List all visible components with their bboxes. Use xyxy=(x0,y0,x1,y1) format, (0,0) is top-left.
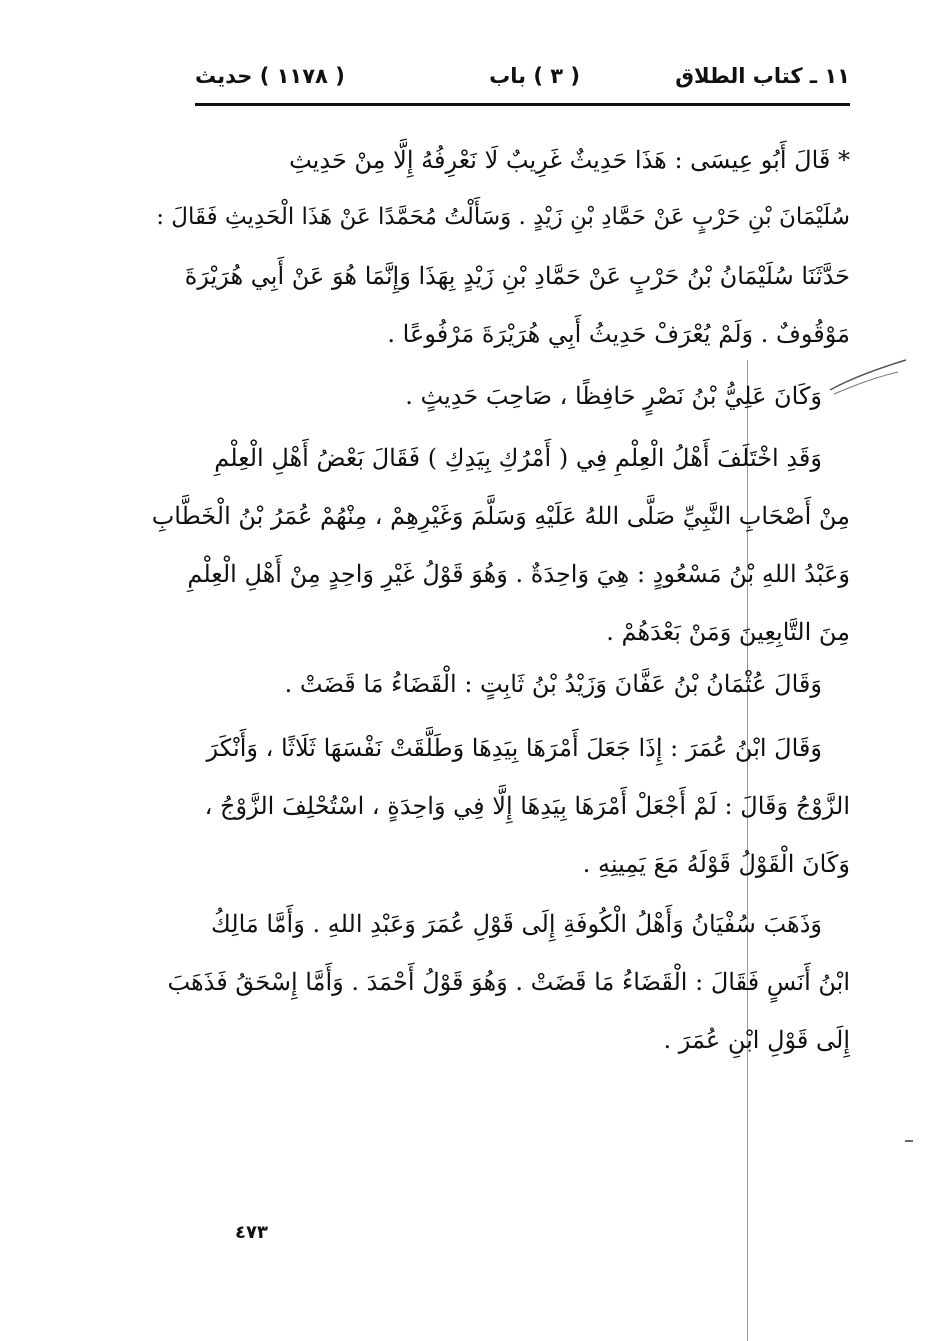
margin-pen-mark xyxy=(828,358,908,398)
text-line: مِنْ أَصْحَابِ النَّبِيِّ صَلَّى اللهُ عَلَيْهِ وَسَلَّمَ وَغَيْرِهِمْ ، مِنْهُمْ عُمَرُ بْنُ الْخَطَّابِ xyxy=(151,502,850,530)
scan-speck xyxy=(905,1140,913,1142)
text-line: الزَّوْجُ وَقَالَ : لَمْ أَجْعَلْ أَمْرَهَا بِيَدِهَا إِلَّا فِي وَاحِدَةٍ ، اسْتُحْلِفَ الزَّوْجُ ، xyxy=(204,792,850,820)
text-line: ابْنُ أَنَسٍ فَقَالَ : الْقَضَاءُ مَا قَضَتْ . وَهُوَ قَوْلُ أَحْمَدَ . وَأَمَّا إِسْحَقُ فَذَهَبَ xyxy=(167,968,850,996)
chapter-title: ١١ ـ كتاب الطلاق xyxy=(675,64,850,88)
page-number: ٤٧٣ xyxy=(235,1222,268,1243)
text-line: حَدَّثَنَا سُلَيْمَانُ بْنُ حَرْبٍ عَنْ حَمَّادِ بْنِ زَيْدٍ بِهَذَا وَإِنَّمَا هُوَ عَنْ أَبِي هُرَيْرَةَ xyxy=(184,262,850,290)
text-line: وَعَبْدُ اللهِ بْنُ مَسْعُودٍ : هِيَ وَاحِدَةٌ . وَهُوَ قَوْلُ غَيْرِ وَاحِدٍ مِنْ أَهْلِ الْعِلْمِ xyxy=(187,560,850,588)
text-line: وَكَانَ الْقَوْلُ قَوْلَهُ مَعَ يَمِينِهِ . xyxy=(582,850,850,878)
section-title: ( ٣ ) باب xyxy=(489,64,580,88)
text-line: وَكَانَ عَلِيُّ بْنُ نَصْرٍ حَافِظًا ، صَاحِبَ حَدِيثٍ . xyxy=(405,382,822,410)
header-rule xyxy=(195,103,850,106)
running-header xyxy=(195,62,850,102)
text-line: وَقَالَ عُثْمَانُ بْنُ عَفَّانَ وَزَيْدُ بْنُ ثَابِتٍ : الْقَضَاءُ مَا قَضَتْ . xyxy=(284,670,822,698)
text-line: مَوْقُوفٌ . وَلَمْ يُعْرَفْ حَدِيثُ أَبِي هُرَيْرَةَ مَرْفُوعًا . xyxy=(387,320,850,348)
text-line: مِنَ التَّابِعِينَ وَمَنْ بَعْدَهُمْ . xyxy=(606,618,850,646)
hadith-reference: ( ١١٧٨ ) حديث xyxy=(195,64,345,88)
text-line: سُلَيْمَانَ بْنِ حَرْبٍ عَنْ حَمَّادِ بْنِ زَيْدٍ . وَسَأَلْتُ مُحَمَّدًا عَنْ هَذَا الْحَدِيثِ فَقَالَ : xyxy=(156,204,850,230)
text-line: وَقَالَ ابْنُ عُمَرَ : إِذَا جَعَلَ أَمْرَهَا بِيَدِهَا وَطَلَّقَتْ نَفْسَهَا ثَلَاثًا ، وَأَنْكَرَ xyxy=(206,734,822,762)
text-line: إِلَى قَوْلِ ابْنِ عُمَرَ . xyxy=(663,1026,850,1054)
text-line: وَقَدِ اخْتَلَفَ أَهْلُ الْعِلْمِ فِي ( أَمْرُكِ بِيَدِكِ ) فَقَالَ بَعْضُ أَهْلِ الْعِلْمِ xyxy=(214,444,822,472)
text-line: * قَالَ أَبُو عِيسَى : هَذَا حَدِيثٌ غَرِيبٌ لَا نَعْرِفُهُ إِلَّا مِنْ حَدِيثِ xyxy=(289,146,850,174)
text-line: وَذَهَبَ سُفْيَانُ وَأَهْلُ الْكُوفَةِ إِلَى قَوْلِ عُمَرَ وَعَبْدِ اللهِ . وَأَمَّا مَالِكُ xyxy=(211,910,822,938)
